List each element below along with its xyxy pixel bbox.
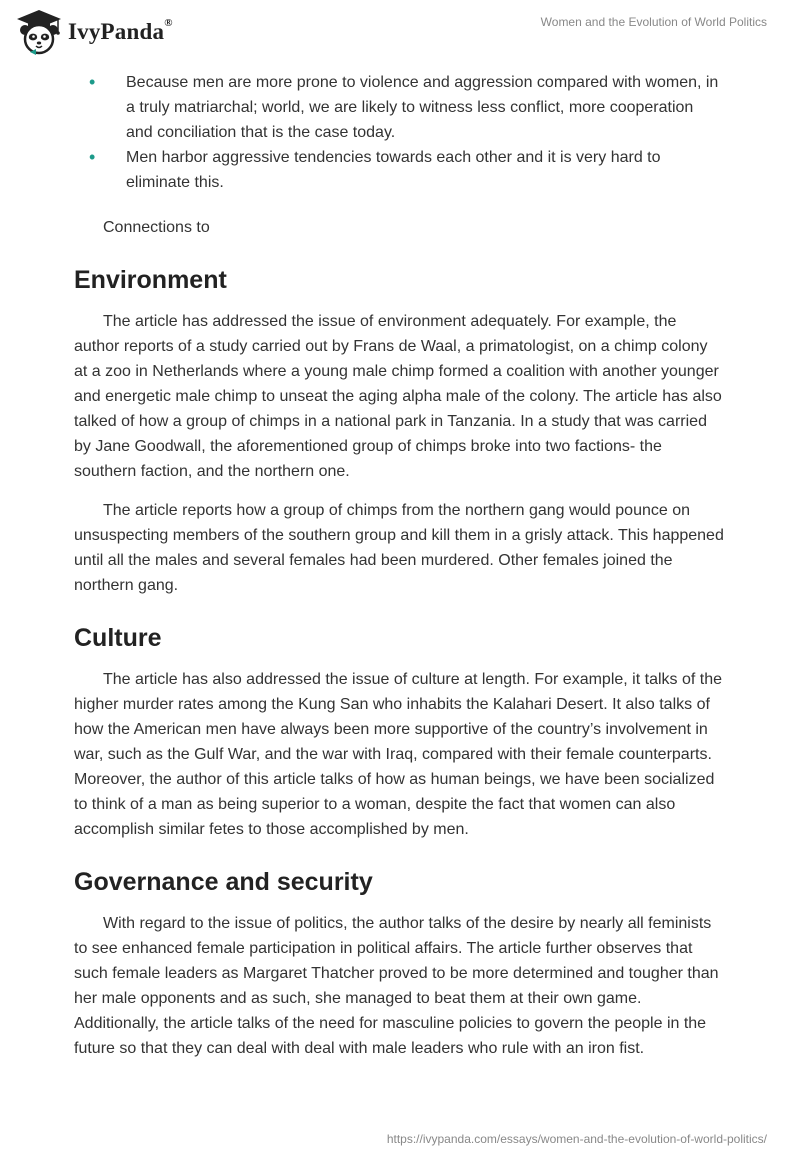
connections-label: Connections to <box>103 219 210 236</box>
panda-graduate-icon <box>14 8 64 56</box>
section-heading-culture: Culture <box>74 624 162 652</box>
bullet-icon: • <box>89 72 96 92</box>
list-item: • Men harbor aggressive tendencies towards each other and it is very hard to eliminate this. <box>89 147 661 191</box>
source-url-link[interactable]: https://ivypanda.com/essays/women-and-the-evolution-of-world-politics/ <box>386 1132 767 1146</box>
header-page-title: Women and the Evolution of World Politics <box>540 15 767 29</box>
bullet-list <box>74 70 724 195</box>
section-heading-environment: Environment <box>74 266 227 294</box>
ivypanda-logo[interactable] <box>14 8 173 56</box>
paragraph: The article has addressed the issue of environment adequately. For example, the author reports of a study carried out by Frans de Waal, a primatologist, on a chimp colony at a zoo in Netherlands where a young male chimp formed a coalition with another younger and energetic male chimp to unseat the aging alpha male of the colony. The article has also talked of how a group of chimps in a national park in Tanzania. In a study that was carried by Jane Goodwall, the aforementioned group of chimps broke into two factions- the southern faction, and the northern one. <box>74 313 722 480</box>
brand-name: IvyPanda® <box>68 17 173 44</box>
paragraph: With regard to the issue of politics, the author talks of the desire by nearly all feminists to see enhanced female participation in political affairs. The article further observes that such female leaders as Margaret Thatcher proved to be more determined and tougher than her male opponents and as such, she managed to beat them at their own game. Additionally, the article talks of the need for masculine policies to govern the people in the future so that they can deal with deal with male leaders who rule with an iron fist. <box>74 915 719 1057</box>
bullet-icon: • <box>89 147 96 167</box>
page-header <box>0 0 800 70</box>
registered-mark: ® <box>164 17 173 29</box>
article-body <box>74 70 724 1061</box>
paragraph: The article has also addressed the issue of culture at length. For example, it talks of the higher murder rates among the Kung San who inhabits the Kalahari Desert. It also talks of how the American men have always been more supportive of the country’s involvement in war, such as the Gulf War, and the war with Iraq, compared with their female counterparts. Moreover, the author of this article talks of how as human beings, we have been socialized to think of a man as being superior to a woman, despite the fact that women can also accomplish similar fetes to those accomplished by men. <box>74 671 722 838</box>
paragraph: The article reports how a group of chimps from the northern gang would pounce on unsuspecting members of the southern group and kill them in a grisly attack. This happened until all the males and several females had been murdered. Other females joined the northern gang. <box>74 502 724 594</box>
section-heading-governance: Governance and security <box>74 868 373 896</box>
list-item: • Because men are more prone to violence and aggression compared with women, in a truly matriarchal; world, we are likely to witness less conflict, more cooperation and conciliation that is the case today. <box>89 72 719 141</box>
